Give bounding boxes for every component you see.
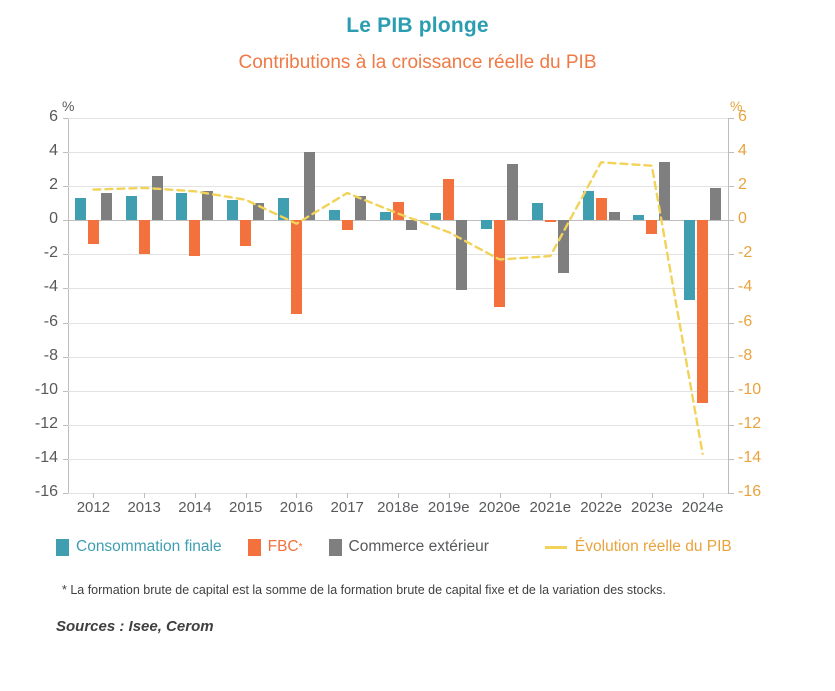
- y-axis-tick-label: -6: [43, 312, 58, 330]
- y2-axis-tickmark: [729, 391, 734, 392]
- x-axis-tick-label: 2018e: [377, 499, 419, 516]
- y-axis-tick-label: -2: [43, 244, 58, 262]
- legend-swatch-pib: [545, 546, 567, 549]
- y2-axis-tick-label: -16: [738, 483, 762, 500]
- legend-item-pib: [545, 538, 732, 556]
- x-axis-tickmark: [449, 493, 450, 498]
- y2-axis-tick-label: -14: [738, 448, 762, 466]
- y2-axis-tick-label: -8: [738, 346, 753, 364]
- y2-axis-tickmark: [729, 186, 734, 187]
- y-axis-tick-label: -16: [34, 483, 58, 500]
- y-axis-tick-label: 4: [49, 142, 58, 160]
- y2-axis-tick-label: -12: [738, 414, 762, 432]
- y-axis-tick-label: 6: [49, 108, 58, 125]
- y-axis-tick-label: 2: [49, 176, 58, 194]
- y2-axis-tickmark: [729, 152, 734, 153]
- legend-label-fbc-asterisk: *: [298, 541, 303, 553]
- x-axis-tickmark: [398, 493, 399, 498]
- legend-swatch-consommation: [56, 539, 69, 556]
- x-axis-tick-label: 2016: [279, 499, 314, 516]
- x-axis-tickmark: [347, 493, 348, 498]
- chart-subtitle: Contributions à la croissance réelle du PIB: [238, 52, 597, 73]
- y2-axis-tickmark: [729, 323, 734, 324]
- x-axis-tick-label: 2015: [229, 499, 263, 516]
- legend-item-commerce: [329, 538, 489, 556]
- y2-axis-tick-label: 4: [738, 142, 747, 160]
- x-axis-tickmark: [195, 493, 196, 498]
- x-axis-tick-label: 2014: [178, 499, 212, 516]
- x-axis-tick-label: 2019e: [427, 499, 470, 516]
- y2-axis-tickmark: [729, 118, 734, 119]
- y2-axis-tick-label: 2: [738, 176, 747, 194]
- y2-axis-tickmark: [729, 288, 734, 289]
- chart-title: Le PIB plonge: [346, 14, 489, 37]
- y2-axis-tickmark: [729, 357, 734, 358]
- x-axis-tickmark: [550, 493, 551, 498]
- legend-label-fbc: FBC: [267, 538, 299, 555]
- x-axis-tickmark: [93, 493, 94, 498]
- x-axis-tickmark: [144, 493, 145, 498]
- plot-area: [68, 118, 728, 493]
- right-axis-unit: %: [730, 98, 743, 114]
- legend-label-pib: Évolution réelle du PIB: [574, 538, 732, 555]
- legend-item-consommation: [56, 538, 222, 556]
- right-axis-line: [728, 118, 729, 493]
- y-axis-tick-label: -10: [34, 380, 58, 398]
- y-axis-tick-label: -12: [34, 414, 58, 432]
- y2-axis-tick-label: -4: [738, 278, 753, 296]
- chart-legend: [56, 538, 796, 556]
- legend-swatch-commerce: [329, 539, 342, 556]
- x-axis-tick-label: 2024e: [681, 499, 724, 516]
- x-axis-tickmark: [296, 493, 297, 498]
- y2-axis-tick-label: -6: [738, 312, 753, 330]
- y2-axis-tick-label: -10: [738, 380, 762, 398]
- legend-label-consommation: Consommation finale: [76, 538, 222, 555]
- x-axis-tick-label: 2012: [76, 499, 111, 516]
- y2-axis-tickmark: [729, 220, 734, 221]
- x-axis-tickmark: [703, 493, 704, 498]
- legend-swatch-fbc: [248, 539, 261, 556]
- gdp-line: [68, 118, 728, 493]
- y2-axis-tickmark: [729, 425, 734, 426]
- x-axis-tick-label: 2017: [330, 499, 364, 516]
- x-axis-tickmark: [652, 493, 653, 498]
- y2-axis-tick-label: 6: [738, 108, 747, 125]
- y2-axis-tickmark: [729, 459, 734, 460]
- x-axis-tick-label: 2021e: [529, 499, 572, 516]
- y-axis-tick-label: 0: [49, 210, 58, 228]
- y2-axis-tickmark: [729, 254, 734, 255]
- gdp-line-path: [93, 162, 702, 454]
- y2-axis-tick-label: -2: [738, 244, 753, 262]
- y2-axis-tick-label: 0: [738, 210, 747, 228]
- x-axis-tickmark: [500, 493, 501, 498]
- legend-label-commerce: Commerce extérieur: [348, 538, 489, 555]
- x-axis-tick-label: 2022e: [580, 499, 622, 516]
- footnote: * La formation brute de capital est la somme de la formation brute de capital fixe et de la variation des stocks.: [62, 583, 666, 597]
- y-axis-tick-label: -14: [34, 448, 58, 466]
- left-axis-unit: %: [62, 98, 75, 114]
- x-axis-tick-label: 2023e: [630, 499, 673, 516]
- legend-item-fbc: [248, 538, 303, 556]
- y2-axis-tickmark: [729, 493, 734, 494]
- y-axis-tick-label: -4: [43, 278, 58, 296]
- x-axis-tickmark: [246, 493, 247, 498]
- x-axis-tickmark: [601, 493, 602, 498]
- x-axis-tick-label: 2020e: [478, 499, 521, 516]
- x-axis-tick-label: 2013: [127, 499, 161, 516]
- y-axis-tick-label: -8: [43, 346, 58, 364]
- sources-note: Sources : Isee, Cerom: [56, 618, 214, 635]
